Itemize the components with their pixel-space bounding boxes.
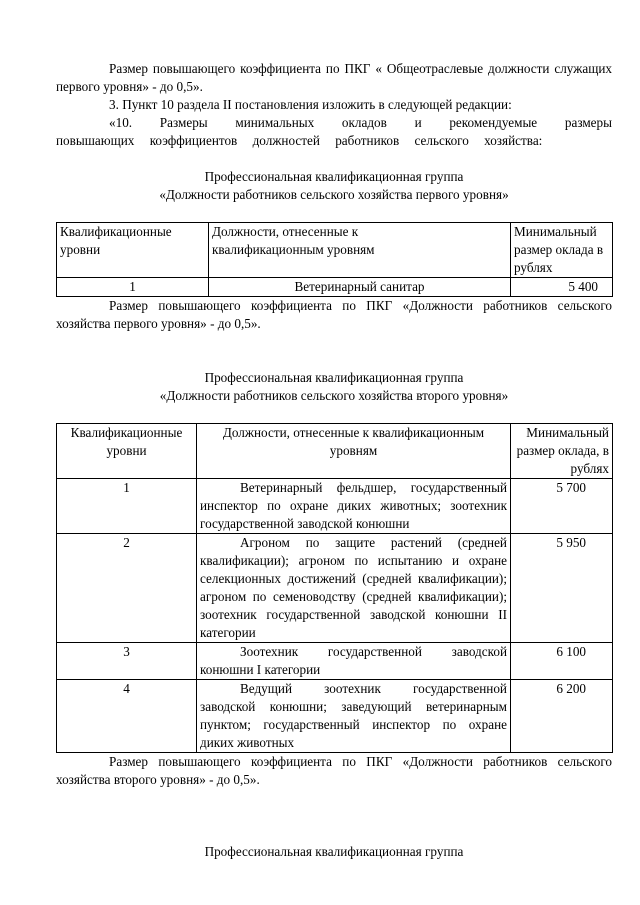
header-salary: Минимальный размер оклада, в рублях — [511, 424, 613, 479]
cell-position: Зоотехник государственной заводской конюшни I категории — [197, 643, 511, 680]
group3-title-line1: Профессиональная квалификационная группа — [204, 844, 464, 859]
cell-level: 1 — [57, 278, 209, 297]
cell-salary: 5 950 — [511, 534, 613, 643]
group2-title-line1: Профессиональная квалификационная группа — [204, 370, 464, 385]
cell-level: 2 — [57, 534, 197, 643]
header-position: Должности, отнесенные к квалификационным уровням — [197, 424, 511, 479]
group1-title-line1: Профессиональная квалификационная группа — [204, 169, 464, 184]
cell-position: Ветеринарный фельдшер, государственный инспектор по охране диких животных; зоотехник государственной заводской конюшни — [197, 479, 511, 534]
cell-position: Ведущий зоотехник государственной заводской конюшни; заведующий ветеринарным пунктом; государственный инспектор по охране диких животных — [197, 680, 511, 753]
header-level: Квалификационные уровни — [57, 424, 197, 479]
table-row — [57, 680, 613, 753]
group1-title-line2: «Должности работников сельского хозяйства первого уровня» — [159, 187, 509, 202]
table-row — [57, 278, 613, 297]
header-salary: Минимальный размер оклада в рублях — [511, 223, 613, 278]
paragraph-item-10: «10. Размеры минимальных окладов и рекомендуемые размеры повышающих коэффициентов должностей работников сельского хозяйства: — [56, 115, 612, 148]
paragraph-item-3: 3. Пункт 10 раздела II постановления изложить в следующей редакции: — [109, 97, 512, 112]
group2-note: Размер повышающего коэффициента по ПКГ «Должности работников сельского хозяйства второго уровня» - до 0,5». — [56, 754, 612, 787]
group2-title-line2: «Должности работников сельского хозяйства второго уровня» — [159, 388, 509, 403]
cell-level: 3 — [57, 643, 197, 680]
table-header-row — [57, 424, 613, 479]
table-header-row — [57, 223, 613, 278]
cell-position: Агроном по защите растений (средней квалификации); агроном по испытанию и охране селекционных достижений (средней квалификации); агроном по семеноводству (средней квалификации); зоотехник государственной заводской конюшни II категории — [197, 534, 511, 643]
header-level: Квалификационные уровни — [57, 223, 209, 278]
table-row — [57, 479, 613, 534]
document-page — [56, 60, 612, 861]
cell-salary: 5 700 — [511, 479, 613, 534]
cell-position: Ветеринарный санитар — [209, 278, 511, 297]
cell-salary: 6 100 — [511, 643, 613, 680]
group1-table — [56, 222, 613, 297]
header-position: Должности, отнесенные к квалификационным уровням — [209, 223, 511, 278]
group2-table — [56, 423, 613, 753]
cell-level: 1 — [57, 479, 197, 534]
group1-note: Размер повышающего коэффициента по ПКГ «Должности работников сельского хозяйства первого уровня» - до 0,5». — [56, 298, 612, 331]
cell-salary: 5 400 — [511, 278, 613, 297]
cell-salary: 6 200 — [511, 680, 613, 753]
table-row — [57, 643, 613, 680]
cell-level: 4 — [57, 680, 197, 753]
paragraph-coefficient-general: Размер повышающего коэффициента по ПКГ « Общеотраслевые должности служащих первого уровня» - до 0,5». — [56, 61, 612, 94]
table-row — [57, 534, 613, 643]
